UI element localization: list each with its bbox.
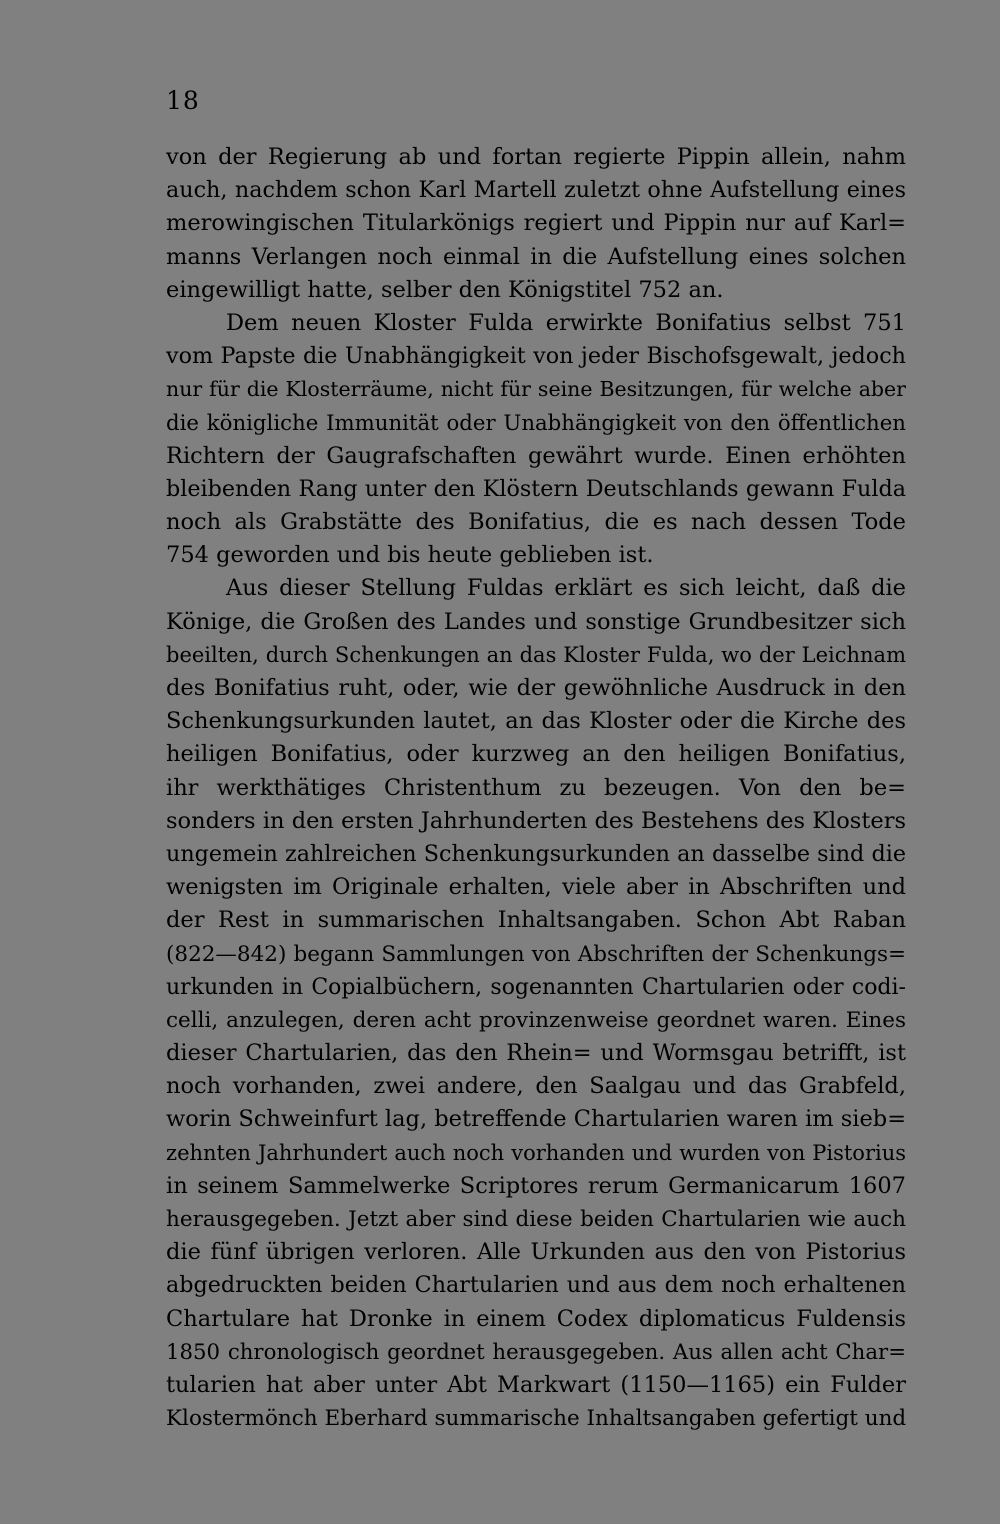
text-line: Chartulare hat Dronke in einem Codex diplomaticus Fuldensis	[166, 1305, 906, 1332]
text-line: 1850 chronologisch geordnet herausgegeben. Aus allen acht Char=	[166, 1339, 906, 1365]
text-line: dieser Chartularien, das den Rhein= und Wormsgau betrifft, ist	[166, 1040, 906, 1067]
text-line: Schenkungsurkunden lautet, an das Kloster oder die Kirche des	[166, 708, 906, 735]
text-line: in seinem Sammelwerke Scriptores rerum Germanicarum 1607	[166, 1172, 906, 1199]
text-line: Richtern der Gaugrafschaften gewährt wurde. Einen erhöhten	[166, 442, 906, 469]
text-line: Aus dieser Stellung Fuldas erklärt es sich leicht, daß die	[226, 575, 906, 602]
text-line: beeilten, durch Schenkungen an das Kloster Fulda, wo der Leichnam	[166, 642, 906, 667]
text-line: worin Schweinfurt lag, betreffende Chartularien waren im sieb=	[166, 1106, 906, 1133]
text-line: Könige, die Großen des Landes und sonstige Grundbesitzer sich	[166, 608, 906, 635]
text-line: 754 geworden und bis heute geblieben ist.	[166, 542, 654, 569]
text-line: die fünf übrigen verloren. Alle Urkunden aus den von Pistorius	[166, 1239, 906, 1266]
text-line: vom Papste die Unabhängigkeit von jeder Bischofsgewalt, jedoch	[166, 343, 906, 370]
text-line: des Bonifatius ruht, oder, wie der gewöhnliche Ausdruck in den	[166, 675, 906, 701]
text-line: zehnten Jahrhundert auch noch vorhanden und wurden von Pistorius	[166, 1140, 906, 1165]
text-line: merowingischen Titularkönigs regiert und Pippin nur auf Karl=	[166, 210, 906, 237]
text-line: (822—842) begann Sammlungen von Abschriften der Schenkungs=	[166, 941, 906, 967]
text-line: wenigsten im Originale erhalten, viele aber in Abschriften und	[166, 874, 906, 901]
body-text	[166, 141, 906, 1435]
text-line: tularien hat aber unter Abt Markwart (1150—1165) ein Fulder	[166, 1371, 906, 1398]
text-line: abgedruckten beiden Chartularien und aus dem noch erhaltenen	[166, 1272, 906, 1299]
text-line: die königliche Immunität oder Unabhängigkeit von den öffentlichen	[166, 410, 906, 436]
text-line: der Rest in summarischen Inhaltsangaben. Schon Abt Raban	[166, 907, 906, 934]
text-line: celli, anzulegen, deren acht provinzenweise geordnet waren. Eines	[166, 1007, 906, 1033]
text-line: manns Verlangen noch einmal in die Aufstellung eines solchen	[166, 243, 906, 270]
text-line: von der Regierung ab und fortan regierte Pippin allein, nahm	[166, 144, 906, 170]
text-line: urkunden in Copialbüchern, sogenannten Chartularien oder codi-	[166, 974, 906, 1000]
text-line: auch, nachdem schon Karl Martell zuletzt ohne Aufstellung eines	[166, 177, 906, 204]
text-line: noch vorhanden, zwei andere, den Saalgau und das Grabfeld,	[166, 1073, 906, 1100]
text-line: Klostermönch Eberhard summarische Inhaltsangaben gefertigt und	[166, 1406, 906, 1432]
text-line: noch als Grabstätte des Bonifatius, die es nach dessen Tode	[166, 509, 906, 536]
page-number: 18	[166, 86, 200, 115]
text-line: bleibenden Rang unter den Klöstern Deutschlands gewann Fulda	[166, 475, 906, 502]
text-line: Dem neuen Kloster Fulda erwirkte Bonifatius selbst 751	[226, 309, 906, 336]
text-line: herausgegeben. Jetzt aber sind diese beiden Chartularien wie auch	[166, 1207, 906, 1232]
text-line: heiligen Bonifatius, oder kurzweg an den heiligen Bonifatius,	[166, 741, 906, 768]
text-line: ihr werkthätiges Christenthum zu bezeugen. Von den be=	[166, 774, 906, 801]
text-line: ungemein zahlreichen Schenkungsurkunden an dasselbe sind die	[166, 840, 906, 867]
text-line: sonders in den ersten Jahrhunderten des Bestehens des Klosters	[166, 807, 906, 834]
text-line: nur für die Klosterräume, nicht für seine Besitzungen, für welche aber	[166, 377, 906, 402]
text-line: eingewilligt hatte, selber den Königstitel 752 an.	[166, 276, 724, 303]
